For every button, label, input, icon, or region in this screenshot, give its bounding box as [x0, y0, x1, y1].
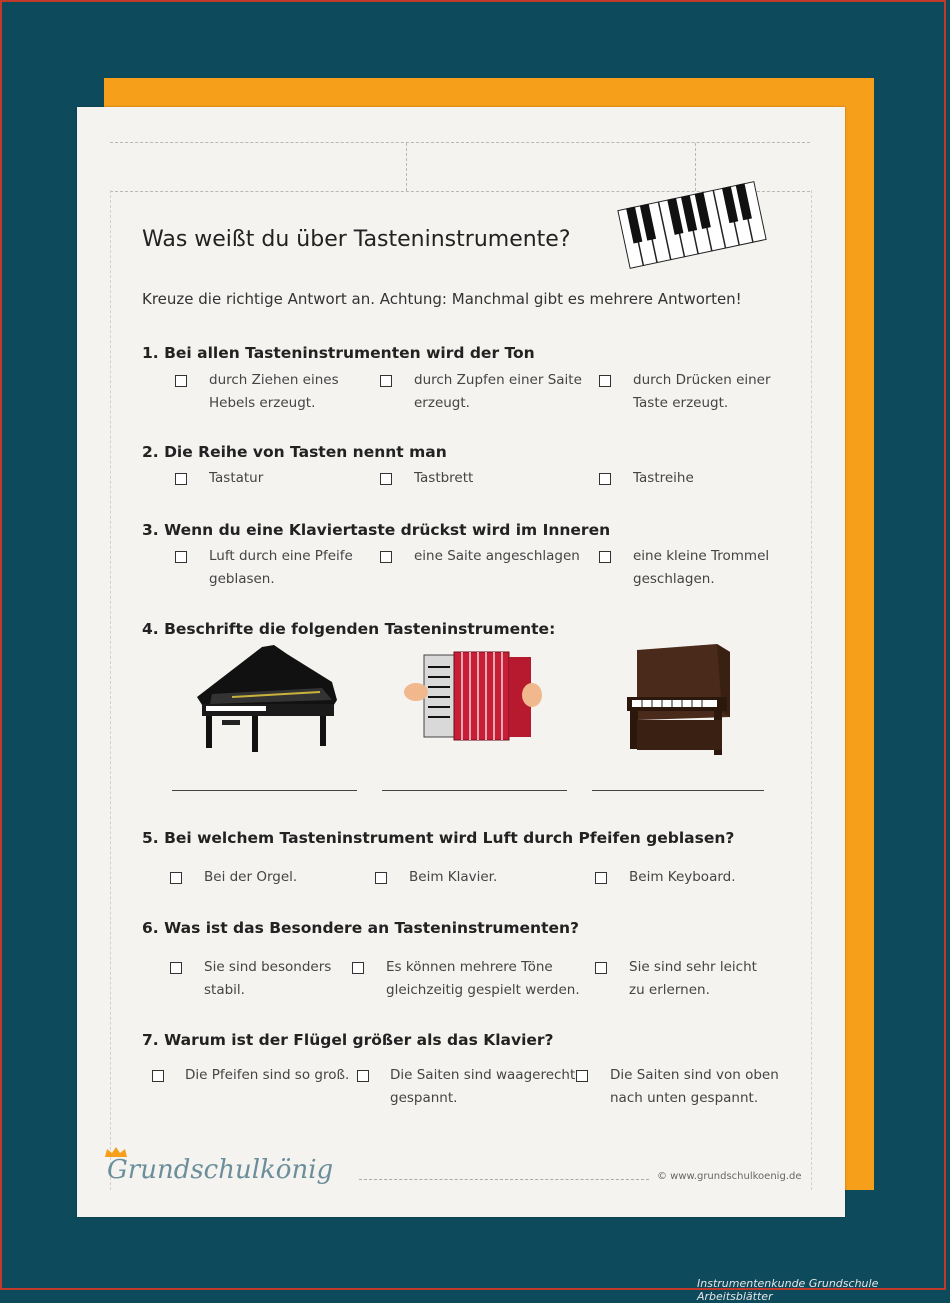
upright-piano-icon — [622, 642, 737, 762]
answer-option: eine Saite angeschlagen — [414, 548, 580, 564]
answer-option: Tastatur — [209, 470, 264, 486]
checkbox[interactable] — [595, 962, 607, 974]
question-4: 4. Beschrifte die folgenden Tasteninstrumente: — [142, 620, 556, 638]
checkbox[interactable] — [175, 551, 187, 563]
answer-line[interactable] — [382, 790, 567, 791]
checkbox[interactable] — [170, 962, 182, 974]
question-3: 3. Wenn du eine Klaviertaste drückst wird im Inneren — [142, 521, 611, 539]
answer-option: Tastbrett — [414, 470, 474, 486]
question-6: 6. Was ist das Besondere an Tasteninstrumenten? — [142, 919, 580, 937]
instruction-text: Kreuze die richtige Antwort an. Achtung: Manchmal gibt es mehrere Antworten! — [142, 290, 742, 308]
answer-option: durch Drücken einer Taste erzeugt. — [633, 372, 771, 411]
checkbox[interactable] — [576, 1070, 588, 1082]
answer-option: Die Saiten sind von oben nach unten gespannt. — [610, 1067, 779, 1106]
checkbox[interactable] — [595, 872, 607, 884]
checkbox[interactable] — [352, 962, 364, 974]
checkbox[interactable] — [380, 473, 392, 485]
checkbox[interactable] — [599, 473, 611, 485]
worksheet-title: Was weißt du über Tasteninstrumente? — [142, 227, 571, 252]
answer-option: durch Ziehen eines Hebels erzeugt. — [209, 372, 339, 411]
checkbox[interactable] — [175, 473, 187, 485]
answer-option: Beim Klavier. — [409, 869, 498, 885]
question-1: 1. Bei allen Tasteninstrumenten wird der Ton — [142, 344, 535, 362]
grand-piano-icon — [192, 642, 342, 757]
checkbox[interactable] — [599, 551, 611, 563]
answer-option: Sie sind sehr leicht zu erlernen. — [629, 959, 757, 998]
checkbox[interactable] — [375, 872, 387, 884]
question-7: 7. Warum ist der Flügel größer als das Klavier? — [142, 1031, 554, 1049]
checkbox[interactable] — [357, 1070, 369, 1082]
checkbox[interactable] — [599, 375, 611, 387]
answer-option: Tastreihe — [633, 470, 694, 486]
question-2: 2. Die Reihe von Tasten nennt man — [142, 443, 447, 461]
checkbox[interactable] — [170, 872, 182, 884]
checkbox[interactable] — [380, 375, 392, 387]
image-caption: Instrumentenkunde Grundschule Arbeitsblätter — [697, 1277, 879, 1303]
checkbox[interactable] — [380, 551, 392, 563]
answer-line[interactable] — [592, 790, 764, 791]
accordion-icon — [404, 647, 544, 747]
brand-logo: Grundschulkönig — [107, 1155, 334, 1185]
checkbox[interactable] — [175, 375, 187, 387]
answer-option: durch Zupfen einer Saite erzeugt. — [414, 372, 582, 411]
copyright-text: © www.grundschulkoenig.de — [657, 1171, 802, 1182]
answer-option: eine kleine Trommel geschlagen. — [633, 548, 770, 587]
answer-option: Es können mehrere Töne gleichzeitig gespielt werden. — [386, 959, 580, 998]
answer-option: Die Pfeifen sind so groß. — [185, 1067, 350, 1083]
answer-option: Sie sind besonders stabil. — [204, 959, 332, 998]
checkbox[interactable] — [152, 1070, 164, 1082]
name-bar — [110, 142, 810, 192]
question-5: 5. Bei welchem Tasteninstrument wird Luft durch Pfeifen geblasen? — [142, 829, 735, 847]
answer-option: Beim Keyboard. — [629, 869, 736, 885]
worksheet — [77, 107, 845, 1217]
answer-line[interactable] — [172, 790, 357, 791]
answer-option: Luft durch eine Pfeife geblasen. — [209, 548, 353, 587]
answer-option: Bei der Orgel. — [204, 869, 298, 885]
answer-option: Die Saiten sind waagerecht gespannt. — [390, 1067, 576, 1106]
